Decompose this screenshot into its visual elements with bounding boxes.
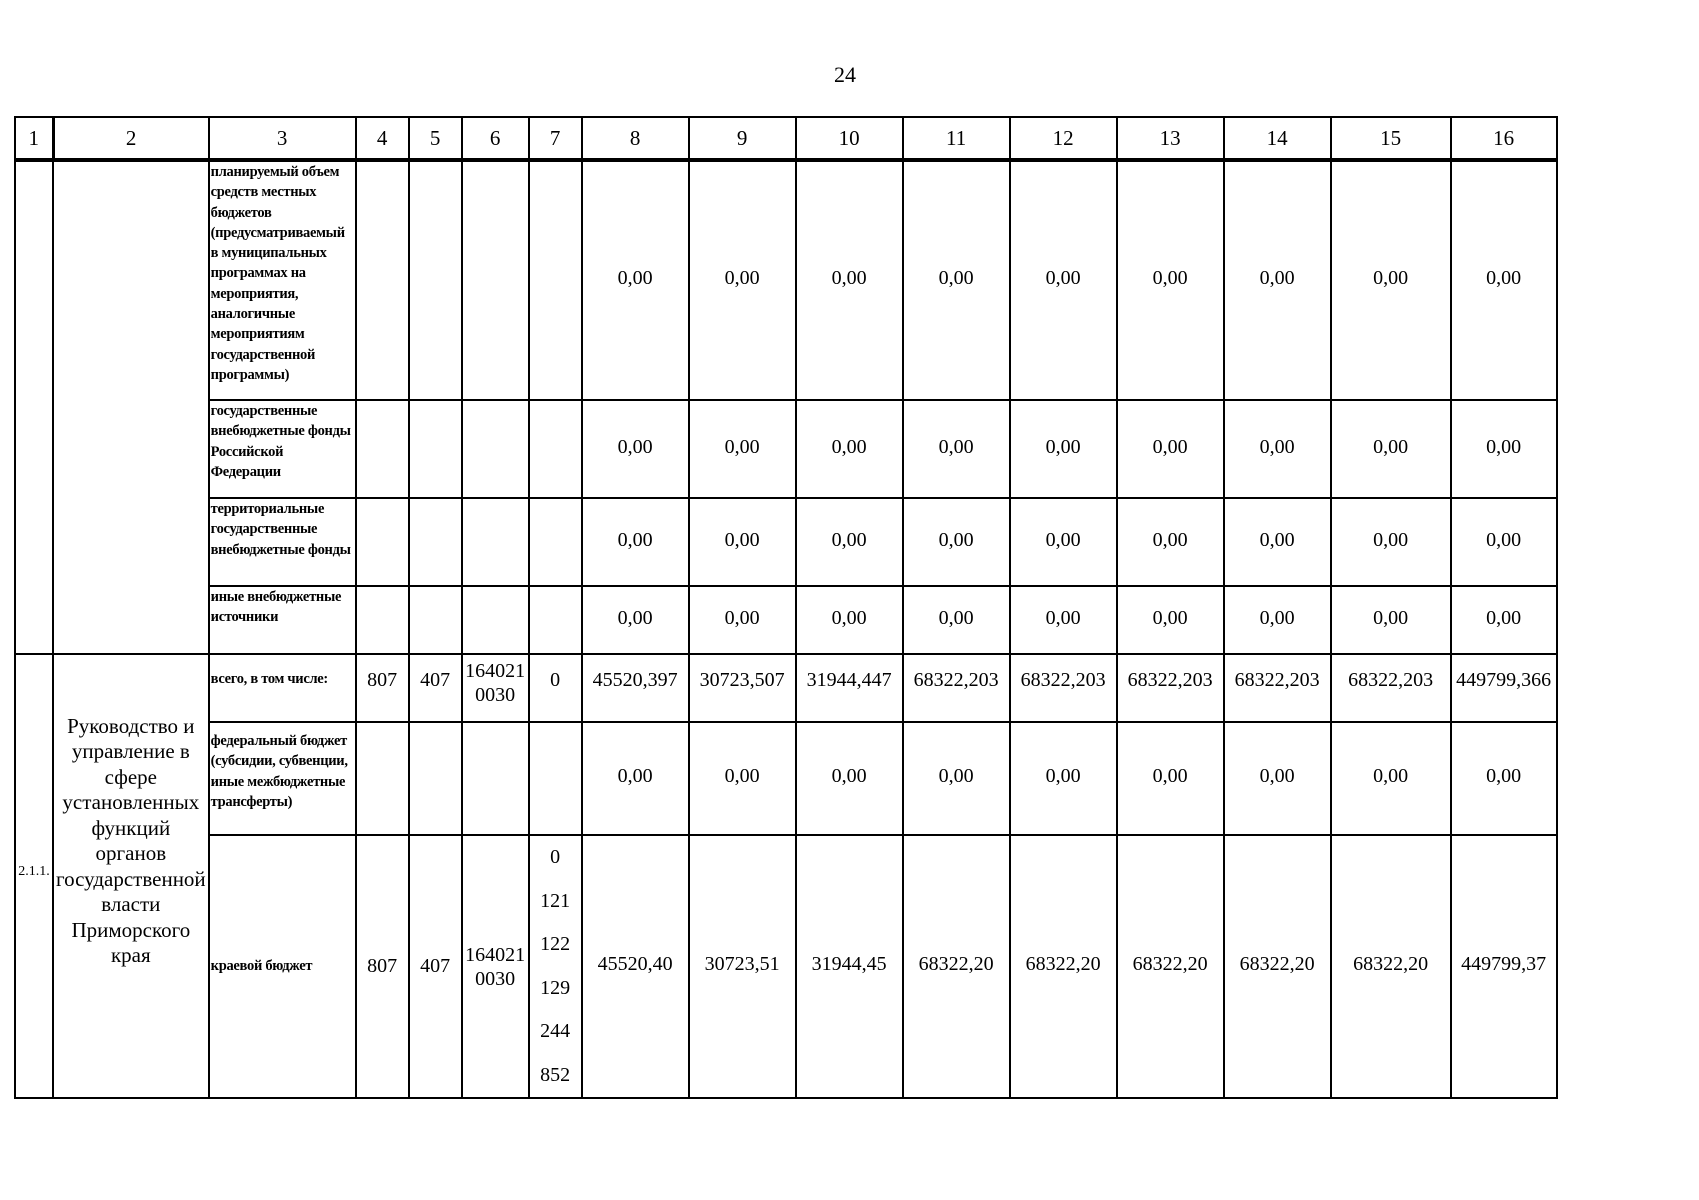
header-cell: 5 [409, 117, 462, 160]
value-cell: 0,00 [903, 722, 1010, 835]
header-cell: 8 [582, 117, 689, 160]
table-row [15, 654, 1557, 722]
budget-table [14, 116, 1558, 1099]
value-cell: 0,00 [1224, 722, 1331, 835]
value-cell: 0,00 [582, 722, 689, 835]
header-cell: 4 [356, 117, 409, 160]
empty-cell [529, 722, 582, 835]
header-cell: 16 [1451, 117, 1557, 160]
value-cell: 449799,366 [1451, 654, 1557, 722]
table-row [15, 498, 1557, 586]
value-cell: 0,00 [796, 586, 903, 654]
code-item: 129 [540, 976, 571, 999]
empty-cell [529, 160, 582, 400]
code-item: 122 [540, 933, 571, 955]
empty-cell [462, 400, 529, 498]
code-item: 852 [540, 1063, 571, 1086]
code-cell: 407 [409, 654, 462, 722]
item-number: 2.1.1. [15, 654, 53, 1098]
header-row [15, 117, 1557, 160]
value-cell: 0,00 [1010, 498, 1117, 586]
empty-cell [409, 160, 462, 400]
empty-cell [462, 722, 529, 835]
value-cell: 68322,20 [1117, 835, 1224, 1098]
header-cell: 9 [689, 117, 796, 160]
value-cell: 0,00 [903, 400, 1010, 498]
value-cell: 0,00 [903, 586, 1010, 654]
header-cell: 10 [796, 117, 903, 160]
empty-cell [462, 160, 529, 400]
value-cell: 0,00 [903, 160, 1010, 400]
header-cell: 3 [209, 117, 356, 160]
page-number: 24 [834, 62, 856, 87]
value-cell: 0,00 [1331, 160, 1451, 400]
empty-cell [356, 586, 409, 654]
code-cell: 164021 0030 [462, 654, 529, 722]
header-cell: 15 [1331, 117, 1451, 160]
value-cell: 68322,203 [903, 654, 1010, 722]
value-cell: 0,00 [582, 160, 689, 400]
value-cell: 0,00 [582, 498, 689, 586]
funding-source: всего, в том числе: [209, 654, 356, 722]
value-cell: 0,00 [1451, 498, 1557, 586]
code-cell: 807 [356, 654, 409, 722]
value-cell: 0,00 [1331, 498, 1451, 586]
code-item: 121 [540, 889, 571, 912]
value-cell: 0,00 [1331, 586, 1451, 654]
empty-cell [462, 586, 529, 654]
value-cell: 0,00 [1010, 160, 1117, 400]
value-cell: 45520,40 [582, 835, 689, 1098]
value-cell: 68322,20 [1224, 835, 1331, 1098]
table-row [15, 160, 1557, 400]
value-cell: 0,00 [796, 722, 903, 835]
value-cell: 0,00 [1224, 498, 1331, 586]
value-cell: 0,00 [1117, 160, 1224, 400]
value-cell: 0,00 [796, 160, 903, 400]
code-cell: 0 [529, 654, 582, 722]
value-cell: 0,00 [1117, 586, 1224, 654]
value-cell: 0,00 [1224, 400, 1331, 498]
header-cell: 13 [1117, 117, 1224, 160]
empty-cell [356, 498, 409, 586]
header-cell: 7 [529, 117, 582, 160]
value-cell: 68322,203 [1117, 654, 1224, 722]
empty-cell [462, 498, 529, 586]
value-cell: 0,00 [582, 400, 689, 498]
value-cell: 0,00 [1451, 400, 1557, 498]
code-cell: 164021 0030 [462, 835, 529, 1098]
value-cell: 0,00 [1117, 498, 1224, 586]
empty-cell [409, 586, 462, 654]
empty-cell [529, 586, 582, 654]
value-cell: 0,00 [796, 400, 903, 498]
value-cell: 0,00 [1224, 586, 1331, 654]
value-cell: 0,00 [1331, 722, 1451, 835]
value-cell: 0,00 [1117, 400, 1224, 498]
empty-cell [409, 400, 462, 498]
header-cell: 6 [462, 117, 529, 160]
header-cell: 14 [1224, 117, 1331, 160]
value-cell: 0,00 [1451, 722, 1557, 835]
code-list-cell [529, 835, 582, 1098]
funding-source: краевой бюджет [209, 835, 356, 1098]
value-cell: 30723,507 [689, 654, 796, 722]
funding-source: территориальные государственные внебюджетные фонды [209, 498, 356, 586]
empty-cell [356, 400, 409, 498]
empty-cell [356, 160, 409, 400]
empty-cell [529, 498, 582, 586]
value-cell: 0,00 [903, 498, 1010, 586]
value-cell: 0,00 [689, 586, 796, 654]
code-item: 0 [550, 846, 561, 868]
funding-source: федеральный бюджет (субсидии, субвенции, иные межбюджетные трансферты) [209, 722, 356, 835]
funding-source: планируемый объем средств местных бюджетов (предусматриваемый в муниципальных программах на мероприятия, аналогичные мероприятиям государственной программы) [209, 160, 356, 400]
value-cell: 0,00 [796, 498, 903, 586]
item-name: Руководство и управление в сфере установленных функций органов государственной власти Приморского края [53, 654, 209, 1098]
header-cell: 12 [1010, 117, 1117, 160]
empty-cell [529, 400, 582, 498]
value-cell: 0,00 [689, 498, 796, 586]
value-cell: 0,00 [1010, 400, 1117, 498]
code-cell: 807 [356, 835, 409, 1098]
value-cell: 449799,37 [1451, 835, 1557, 1098]
empty-cell [15, 160, 53, 654]
value-cell: 68322,20 [903, 835, 1010, 1098]
header-cell: 2 [53, 117, 209, 160]
value-cell: 31944,447 [796, 654, 903, 722]
value-cell: 0,00 [1224, 160, 1331, 400]
empty-cell [409, 722, 462, 835]
empty-cell [409, 498, 462, 586]
value-cell: 68322,203 [1224, 654, 1331, 722]
table-row [15, 400, 1557, 498]
value-cell: 0,00 [1451, 160, 1557, 400]
code-cell: 407 [409, 835, 462, 1098]
value-cell: 31944,45 [796, 835, 903, 1098]
empty-cell [356, 722, 409, 835]
empty-cell [53, 160, 209, 654]
value-cell: 0,00 [1331, 400, 1451, 498]
value-cell: 0,00 [1010, 586, 1117, 654]
value-cell: 68322,203 [1331, 654, 1451, 722]
value-cell: 45520,397 [582, 654, 689, 722]
value-cell: 0,00 [1451, 586, 1557, 654]
value-cell: 0,00 [689, 722, 796, 835]
table-row [15, 722, 1557, 835]
header-cell: 11 [903, 117, 1010, 160]
code-item: 244 [540, 1020, 571, 1042]
value-cell: 0,00 [582, 586, 689, 654]
header-cell: 1 [15, 117, 53, 160]
table-row [15, 835, 1557, 1098]
value-cell: 68322,20 [1010, 835, 1117, 1098]
funding-source: государственные внебюджетные фонды Российской Федерации [209, 400, 356, 498]
table-row [15, 586, 1557, 654]
value-cell: 0,00 [689, 160, 796, 400]
value-cell: 30723,51 [689, 835, 796, 1098]
value-cell: 0,00 [689, 400, 796, 498]
value-cell: 68322,203 [1010, 654, 1117, 722]
value-cell: 0,00 [1117, 722, 1224, 835]
value-cell: 68322,20 [1331, 835, 1451, 1098]
value-cell: 0,00 [1010, 722, 1117, 835]
funding-source: иные внебюджетные источники [209, 586, 356, 654]
